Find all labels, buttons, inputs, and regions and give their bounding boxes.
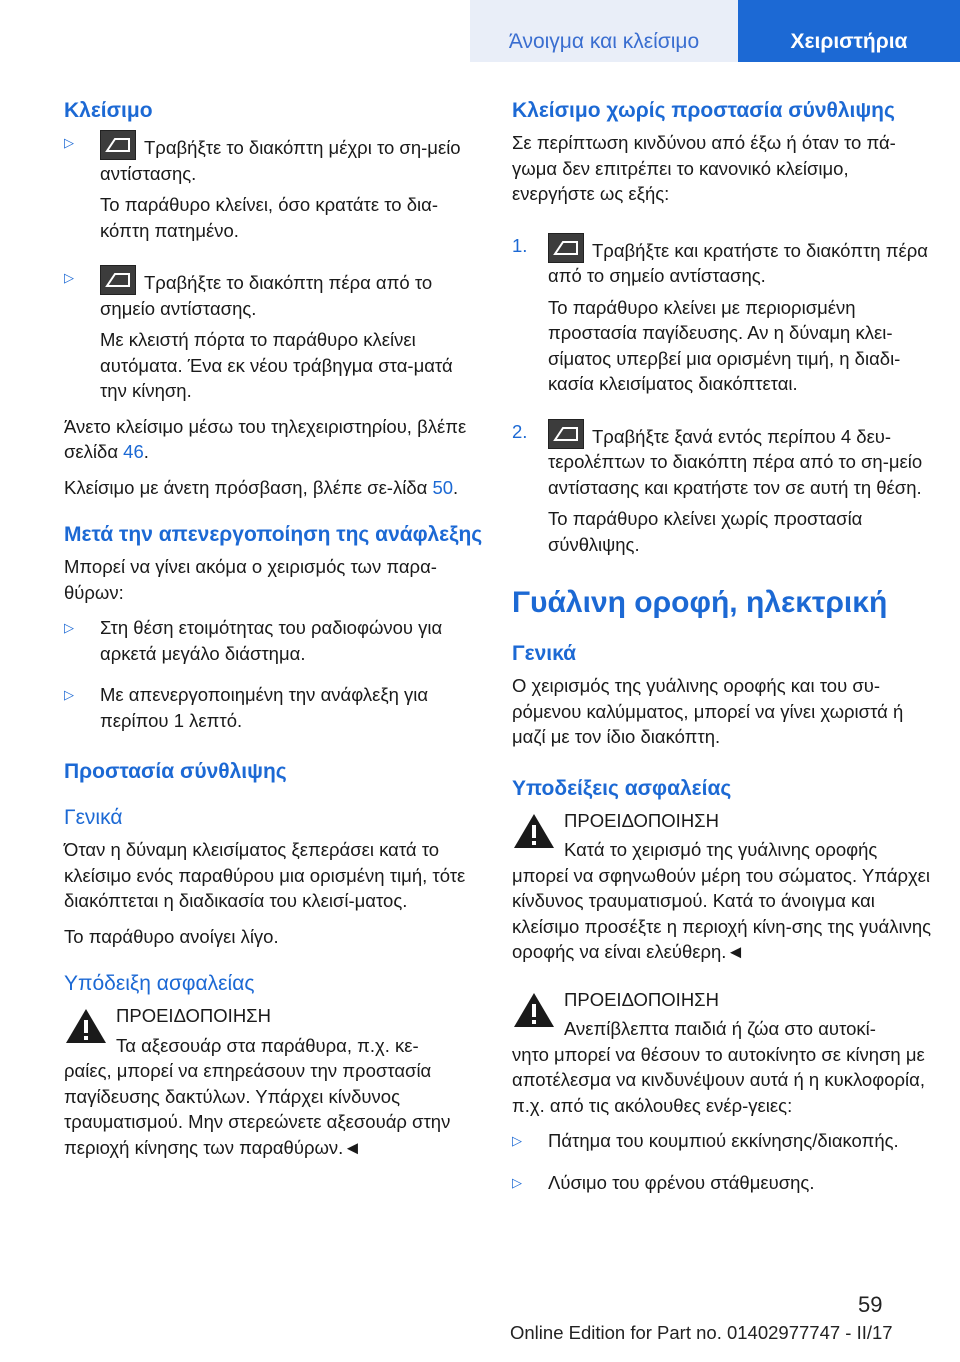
warning-text-first: Τα αξεσουάρ στα παράθυρα, π.χ. κε‐	[116, 1034, 419, 1056]
triangle-right-icon: ▷	[512, 1174, 522, 1190]
list-item-text: Με απενεργοποιημένη την ανάφλεξη για περίπου 1 λεπτό.	[100, 684, 429, 731]
warning-text-first: Κατά το χειρισμό της γυάλινης οροφής	[564, 839, 878, 860]
list-item	[64, 130, 484, 243]
list-item-note: Με κλειστή πόρτα το παράθυρο κλείνει αυτόματα. Ένα εκ νέου τράβηγμα στα‐ματά την κίνηση.	[100, 329, 453, 401]
edition-footer: Online Edition for Part no. 01402977747 - II/17	[510, 1322, 893, 1343]
warning-block	[512, 987, 932, 1119]
list-item-text: Τραβήξτε το διακόπτη πέρα από το σημείο αντίστασης.	[100, 272, 433, 319]
warning-block	[64, 1003, 484, 1160]
heading-safety-note: Υπόδειξη ασφαλείας	[64, 972, 255, 995]
page-header	[0, 0, 960, 62]
window-switch-icon	[548, 419, 584, 449]
step-number: 2.	[512, 420, 528, 442]
step-text: Τραβήξτε ξανά εντός περίπου 4 δευ‐τερολέπτων το διακόπτη πέρα από το ση‐μείο αντίστασης και κρατήστε τον σε αυτή τη θέση.	[548, 425, 923, 498]
step-note: Το παράθυρο κλείνει με περιορισμένη προστασία παγίδευσης. Αν η δύναμη κλει‐σίματος υπερβεί μια ορισμένη τιμή, η διαδι‐κασία κλεισίματος διακόπτεται.	[548, 296, 901, 394]
heading-closing: Κλείσιμο	[64, 99, 153, 122]
list-item	[512, 233, 932, 397]
after-ignition-intro: Μπορεί να γίνει ακόμα ο χειρισμός των παρα‐θύρων:	[64, 556, 437, 603]
triangle-right-icon: ▷	[64, 620, 74, 635]
window-switch-icon	[100, 130, 136, 160]
warning-title: ΠΡΟΕΙΔΟΠΟΙΗΣΗ	[116, 1005, 271, 1026]
general-paragraph: Ο χειρισμός της γυάλινης οροφής και του συ‐ρόμενου καλύμματος, μπορεί να γίνει χωριστά ή μαζί με τον ίδιο διακόπτη.	[512, 675, 904, 747]
remote-closing-text: Άνετο κλείσιμο μέσω του τηλεχειριστηρίου, βλέπε σελίδα 46.	[64, 415, 467, 462]
list-item	[64, 615, 484, 666]
warning-text: νητο μπορεί να θέσουν το αυτοκίνητο σε κίνηση με αποτέλεσμα να κινδυνέψουν αυτά ή η κυκλοφορία, π.χ. από τις ακόλουθες ενέρ‐γειες:	[512, 1043, 925, 1116]
triangle-right-icon: ▷	[64, 687, 74, 702]
list-item-text: Στη θέση ετοιμότητας του ραδιοφώνου για αρκετά μεγάλο διάστημα.	[100, 617, 443, 664]
warning-text: ραίες, μπορεί να επηρεάσουν την προστασία παγίδευσης δακτύλων. Υπάρχει κίνδυνος τραυματισμού. Μην στερεώνετε αξεσουάρ στην περιοχή κίνησης των παραθύρων.◄	[64, 1060, 451, 1158]
warning-text: μπορεί να σφηνωθούν μέρη του σώματος. Υπάρχει κίνδυνος τραυματισμού. Κατά το άνοιγμα και κλείσιμο προσέξτε η περιοχή κίνη‐σης της γυάλινης οροφής να είναι ελεύθερη.◄	[512, 864, 932, 962]
page-link[interactable]: 50	[432, 476, 454, 498]
heading-general: Γενικά	[512, 642, 577, 665]
heading-safety-notes: Υποδείξεις ασφαλείας	[512, 776, 732, 800]
warning-text-first: Ανεπίβλεπτα παιδιά ή ζώα στο αυτοκί‐	[564, 1018, 876, 1039]
warning-triangle-icon	[512, 812, 556, 850]
step-note: Το παράθυρο κλείνει χωρίς προστασία σύνθλιψης.	[548, 508, 863, 555]
step-number: 1.	[512, 234, 528, 256]
heading-after-ignition: Μετά την απενεργοποίηση της ανάφλεξης	[64, 523, 483, 546]
list-item	[512, 419, 932, 558]
list-item-text: Λύσιμο του φρένου στάθμευσης.	[548, 1171, 815, 1193]
heading-no-pinch: Κλείσιμο χωρίς προστασία σύνθλιψης	[512, 99, 895, 122]
warning-title: ΠΡΟΕΙΔΟΠΟΙΗΣΗ	[564, 809, 719, 831]
header-section: Άνοιγμα και κλείσιμο	[470, 0, 738, 62]
window-switch-icon	[100, 265, 136, 295]
heading-pinch-protection: Προστασία σύνθλιψης	[64, 760, 287, 783]
window-switch-icon	[548, 233, 584, 263]
warning-block	[512, 808, 932, 965]
header-chapter: Χειριστήρια	[738, 0, 960, 62]
left-column	[64, 98, 484, 1170]
triangle-right-icon: ▷	[512, 1133, 522, 1148]
page-number: 59	[858, 1292, 883, 1317]
list-item	[512, 1128, 932, 1154]
list-item	[512, 1170, 932, 1196]
page-link[interactable]: 46	[123, 441, 144, 462]
warning-triangle-icon	[512, 991, 556, 1029]
heading-general: Γενικά	[64, 806, 123, 829]
heading-glass-roof: Γυάλινη οροφή, ηλεκτρική	[512, 586, 888, 619]
list-item	[64, 682, 484, 733]
triangle-right-icon: ▷	[64, 270, 74, 285]
pinch-paragraph: Όταν η δύναμη κλεισίματος ξεπεράσει κατά το κλείσιμο ενός παραθύρου μια ορισμένη τιμή, τότε διακόπτεται η διαδικασία του κλεισί‐ματος.	[64, 839, 466, 911]
list-item-text: Πάτημα του κουμπιού εκκίνησης/διακοπής.	[548, 1130, 899, 1151]
list-item	[64, 265, 484, 404]
list-item-note: Το παράθυρο κλείνει, όσο κρατάτε το δια‐κόπτη πατημένο.	[100, 194, 438, 241]
list-item-text: Τραβήξτε το διακόπτη μέχρι το ση‐μείο αντίστασης.	[100, 137, 461, 184]
triangle-right-icon: ▷	[64, 135, 74, 150]
warning-title: ΠΡΟΕΙΔΟΠΟΙΗΣΗ	[564, 988, 719, 1010]
comfort-access-text: Κλείσιμο με άνετη πρόσβαση, βλέπε σε‐λίδα 50.	[64, 476, 459, 498]
right-column	[512, 98, 932, 1205]
pinch-paragraph: Το παράθυρο ανοίγει λίγο.	[64, 925, 279, 947]
warning-triangle-icon	[64, 1007, 108, 1045]
step-text: Τραβήξτε και κρατήστε το διακόπτη πέρα από το σημείο αντίστασης.	[548, 239, 928, 286]
no-pinch-intro: Σε περίπτωση κινδύνου από έξω ή όταν το πά‐γωμα δεν επιτρέπει το κανονικό κλείσιμο, ενεργήστε ως εξής:	[512, 132, 896, 204]
